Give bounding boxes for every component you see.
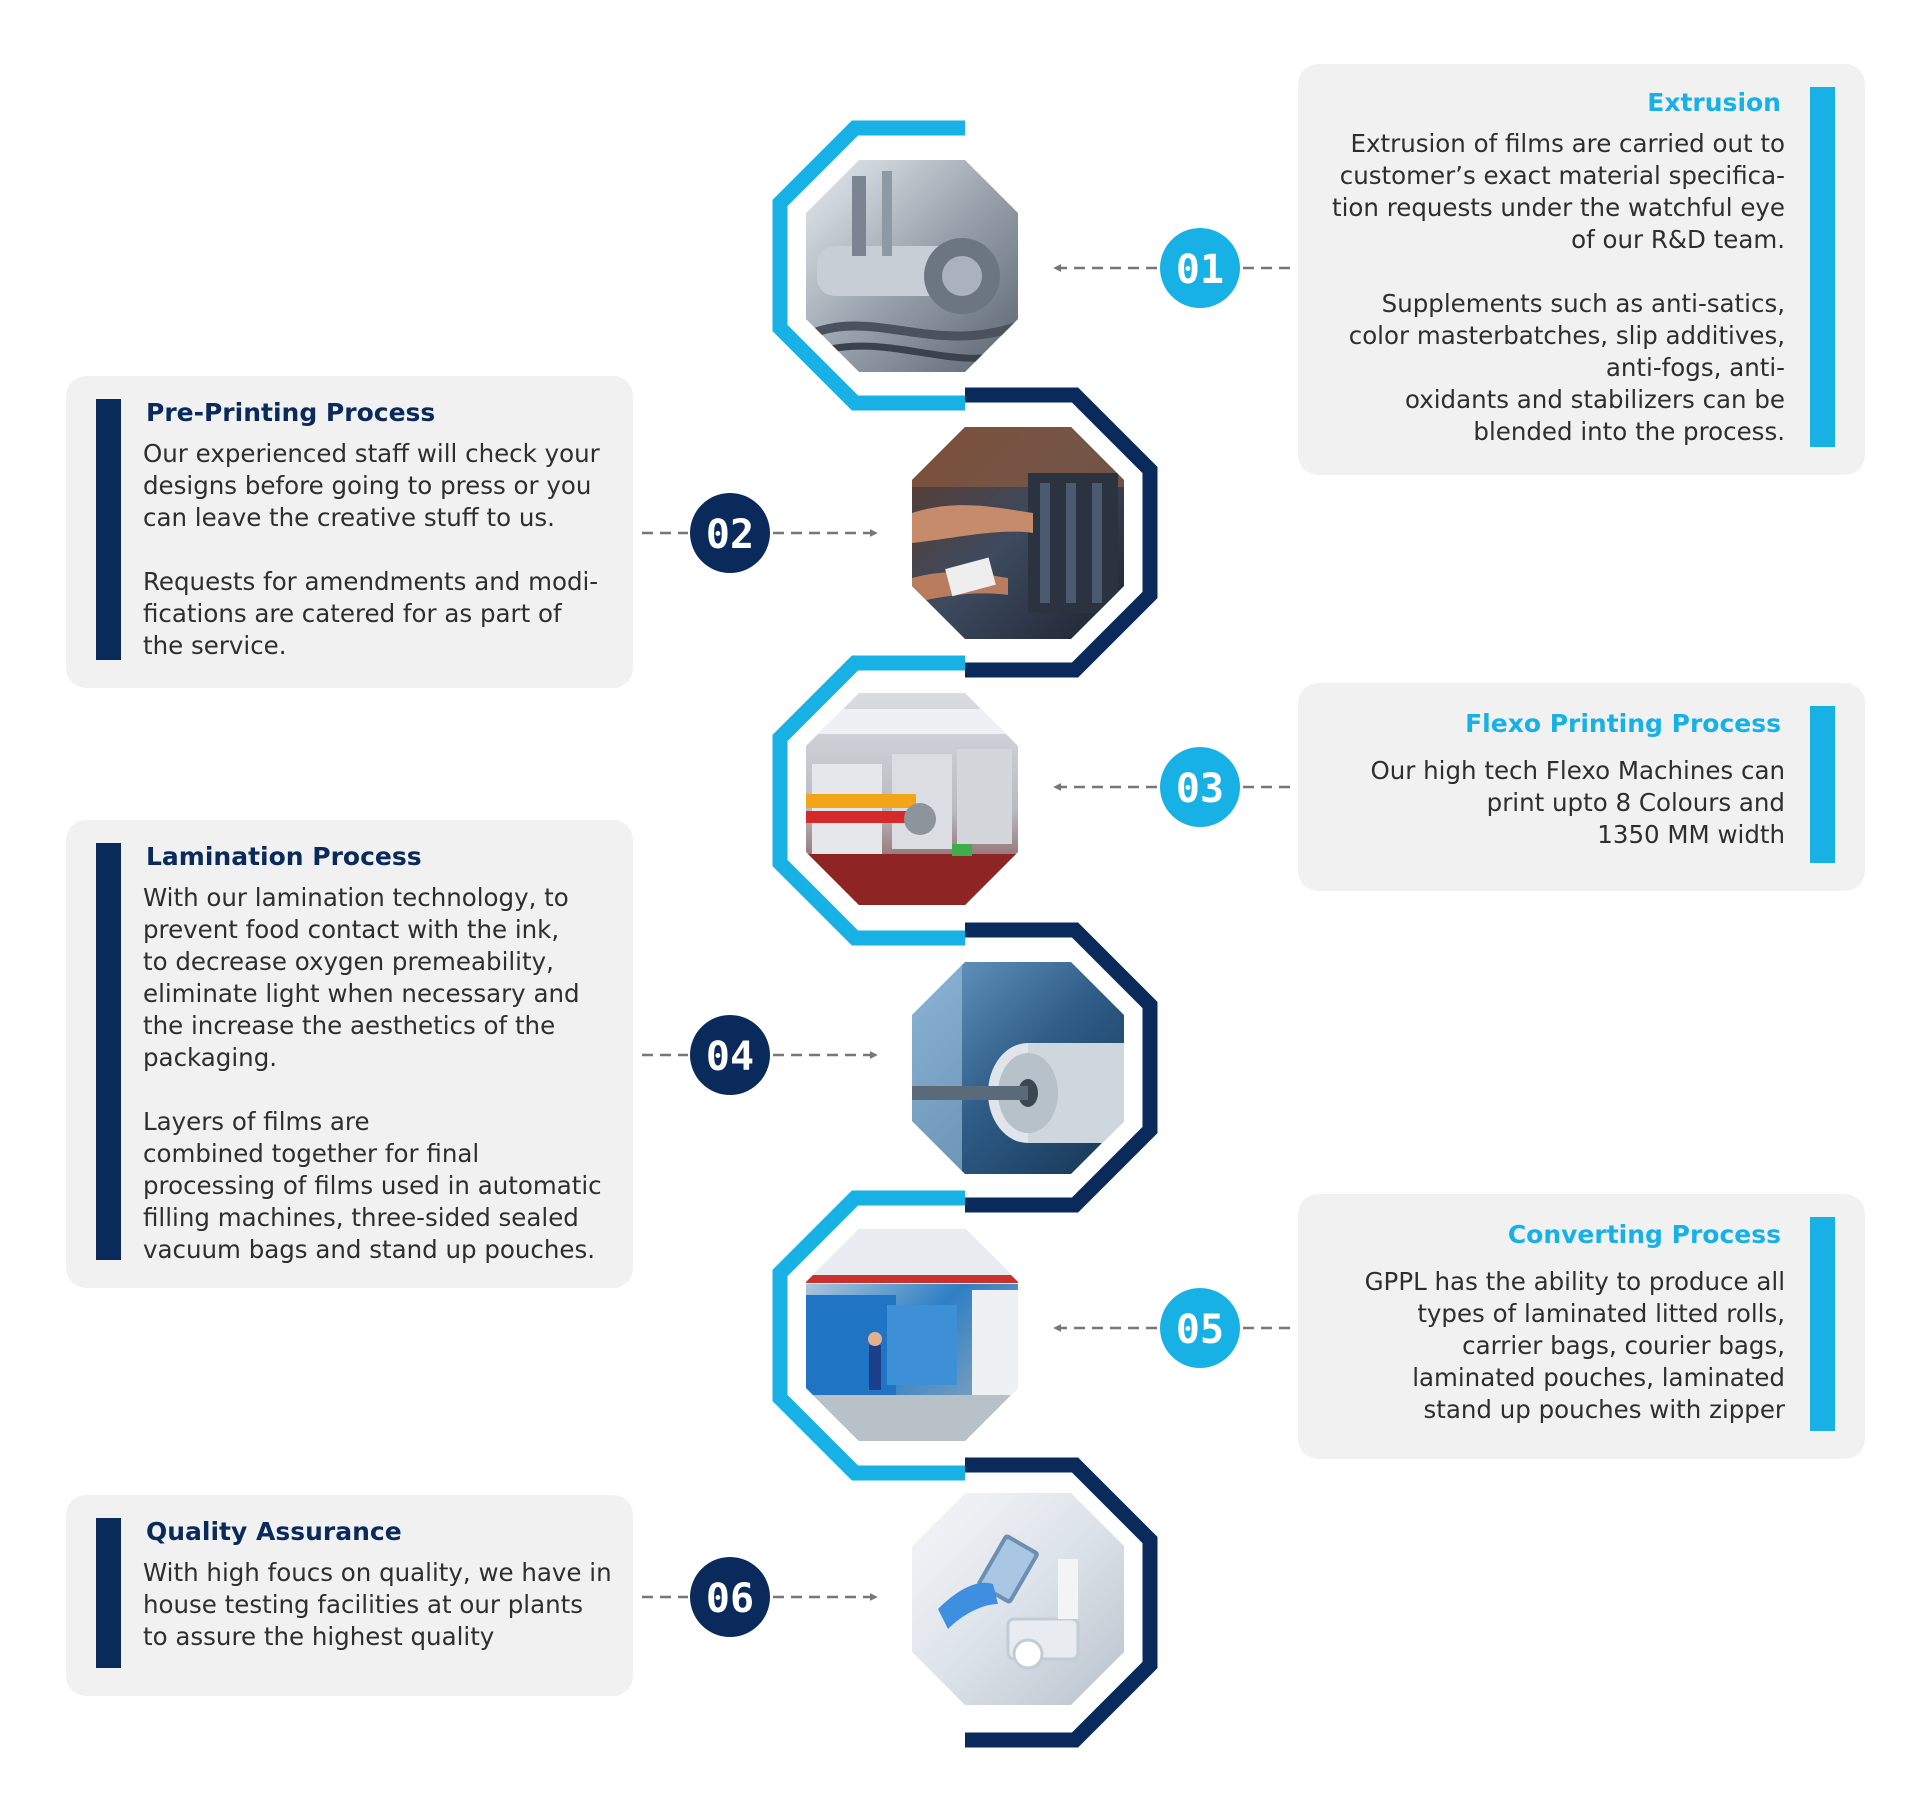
step-card-extrusion xyxy=(1298,64,1865,475)
card-body: Our experienced staff will check your designs before going to press or you can leave the creative stuff to us. Requests for amendments and modi- fications are catered for as part of the service. xyxy=(143,439,600,660)
accent-bar xyxy=(1810,706,1835,863)
accent-bar xyxy=(96,399,121,660)
accent-bar xyxy=(1810,1217,1835,1431)
step-badge-03 xyxy=(1160,747,1240,827)
photo-quality-assurance xyxy=(912,1493,1124,1705)
photo-flexo-printing xyxy=(806,693,1018,905)
step-badge-01 xyxy=(1160,228,1240,308)
step-badge-02 xyxy=(690,493,770,573)
card-title: Quality Assurance xyxy=(146,1517,402,1546)
step-card-pre-printing xyxy=(66,376,633,688)
photo-converting xyxy=(806,1229,1018,1441)
step-number-01: 01 xyxy=(1175,247,1225,293)
step-number-05: 05 xyxy=(1175,1307,1225,1353)
step-card-lamination xyxy=(66,820,633,1288)
card-body: With our lamination technology, to prevent food contact with the ink, to decrease oxygen premeability, eliminate light when necessary and the increase the aesthetics of the packaging. Layers of films are combined together for final processing of films used in automatic filling machines, three-sided sealed vacuum bags and stand up pouches. xyxy=(143,883,602,1264)
accent-bar xyxy=(96,843,121,1260)
step-card-quality-assurance xyxy=(66,1495,633,1696)
card-title: Extrusion xyxy=(1647,88,1781,117)
step-number-04: 04 xyxy=(705,1034,755,1080)
card-body: GPPL has the ability to produce all types of laminated litted rolls, carrier bags, courier bags, laminated pouches, laminated stand up pouches with zipper xyxy=(1364,1267,1785,1424)
card-body: Extrusion of films are carried out to customer’s exact material specifica- tion requests under the watchful eye of our R&D team. Supplements such as anti-satics, color masterbatches, slip additives, anti-fogs, anti- oxidants and stabilizers can be blended into the process. xyxy=(1332,129,1785,446)
card-title: Pre-Printing Process xyxy=(146,398,436,427)
step-badge-04 xyxy=(690,1015,770,1095)
photo-lamination xyxy=(912,962,1124,1174)
step-number-03: 03 xyxy=(1175,766,1225,812)
accent-bar xyxy=(1810,87,1835,447)
card-body: With high foucs on quality, we have in house testing facilities at our plants to assure the highest quality xyxy=(143,1558,612,1651)
step-card-flexo-printing xyxy=(1298,683,1865,891)
card-body: Our high tech Flexo Machines can print upto 8 Colours and 1350 MM width xyxy=(1370,756,1785,849)
step-card-converting xyxy=(1298,1194,1865,1459)
photo-pre-printing xyxy=(912,427,1124,639)
card-title: Flexo Printing Process xyxy=(1465,709,1781,738)
step-number-02: 02 xyxy=(705,512,755,558)
step-badge-06 xyxy=(690,1557,770,1637)
card-title: Converting Process xyxy=(1507,1220,1781,1249)
accent-bar xyxy=(96,1518,121,1668)
card-title: Lamination Process xyxy=(146,842,422,871)
step-number-06: 06 xyxy=(705,1576,755,1622)
photo-extrusion xyxy=(806,160,1018,372)
step-badge-05 xyxy=(1160,1288,1240,1368)
